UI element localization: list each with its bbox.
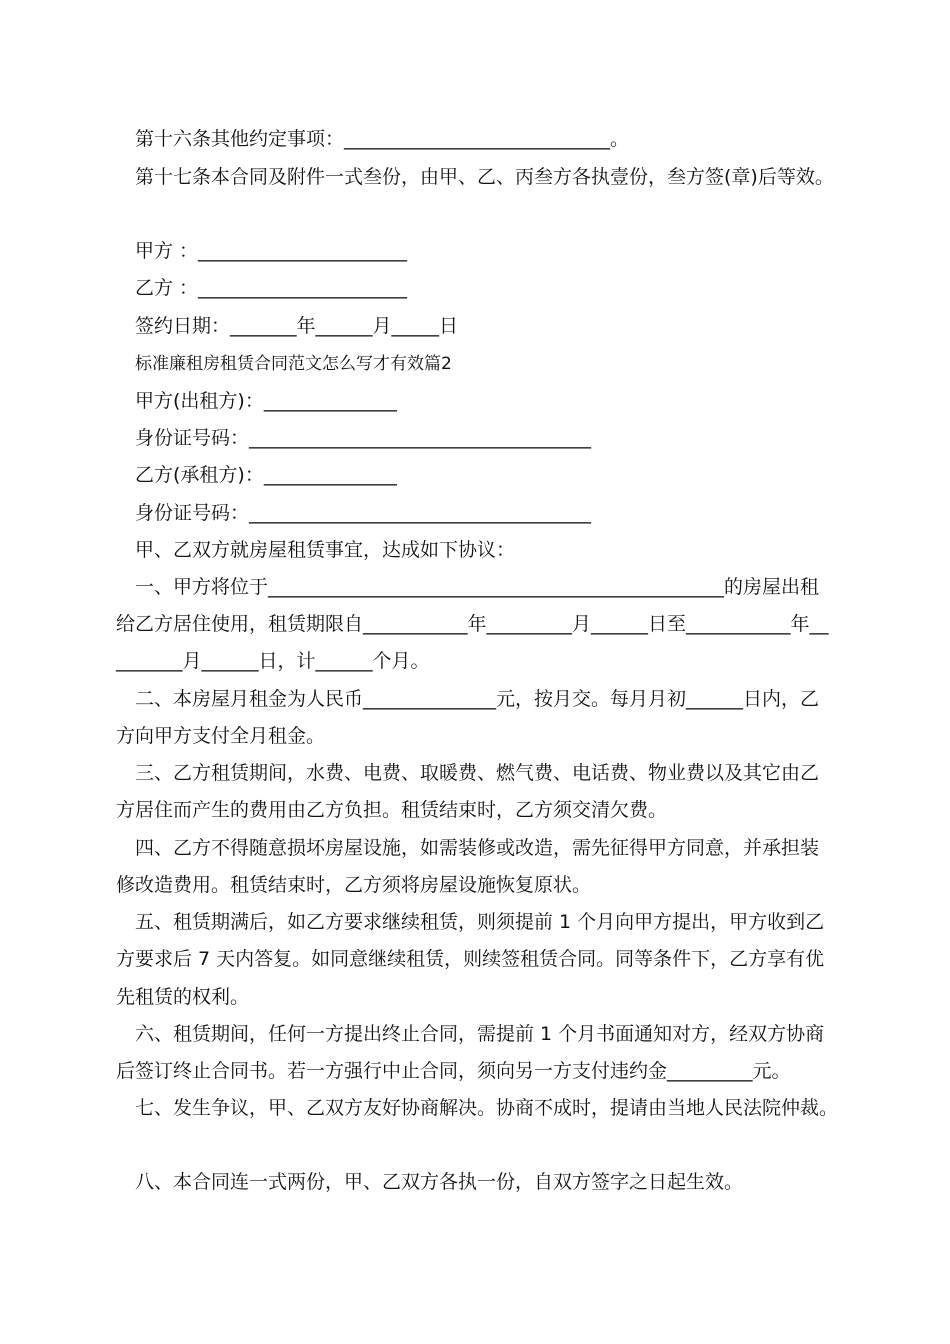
article-6-line-1: 六、租赁期间，任何一方提出终止合同，需提前 1 个月书面通知对方，经双方协商 — [135, 1023, 825, 1045]
party-b-signature: 乙方 ：______________________ — [135, 277, 408, 299]
clause-17: 第十七条本合同及附件一式叁份，由甲、乙、丙叁方各执壹份，叁方签(章)后等效。 — [135, 166, 834, 188]
signing-date: 签约日期：_______年______月_____日 — [135, 315, 459, 337]
article-8: 八、本合同连一式两份，甲、乙双方各执一份，自双方签字之日起生效。 — [135, 1171, 744, 1193]
party-b-id: 身份证号码：____________________________________ — [135, 502, 592, 524]
article-4-line-2: 修改造费用。租赁结束时，乙方须将房屋设施恢复原状。 — [116, 874, 592, 896]
article-6-line-2: 后签订终止合同书。若一方强行中止合同，须向另一方支付违约金_________元。 — [116, 1060, 791, 1082]
clause-16: 第十六条其他约定事项：____________________________。 — [135, 128, 630, 150]
article-3-line-1: 三、乙方租赁期间，水费、电费、取暖费、燃气费、电话费、物业费以及其它由乙 — [135, 762, 820, 784]
article-5-line-1: 五、租赁期满后，如乙方要求继续租赁，则须提前 1 个月向甲方提出，甲方收到乙 — [135, 911, 825, 933]
article-7: 七、发生争议，甲、乙双方友好协商解决。协商不成时，提请由当地人民法院仲裁。 — [135, 1097, 839, 1119]
article-2-line-1: 二、本房屋月租金为人民币______________元，按月交。每月月初______日内，乙 — [135, 688, 820, 710]
article-3-line-2: 方居住而产生的费用由乙方负担。租赁结束时，乙方须交清欠费。 — [116, 799, 668, 821]
article-1-line-3: _______月______日，计______个月。 — [116, 650, 430, 672]
article-5-line-3: 先租赁的权利。 — [116, 986, 250, 1008]
section-title: 标准廉租房租赁合同范文怎么写才有效篇2 — [135, 354, 452, 374]
party-a-signature: 甲方 ：______________________ — [135, 240, 408, 262]
article-4-line-1: 四、乙方不得随意损坏房屋设施，如需装修或改造，需先征得甲方同意，并承担装 — [135, 837, 820, 859]
party-a-lessor: 甲方(出租方)：______________ — [135, 390, 397, 412]
party-b-lessee: 乙方(承租方)：______________ — [135, 464, 397, 486]
article-1-line-2: 给乙方居住使用，租赁期限自___________年_________月______日至___________年__ — [116, 613, 829, 635]
article-5-line-2: 方要求后 7 天内答复。如同意继续租赁，则续签租赁合同。同等条件下，乙方享有优 — [116, 948, 825, 970]
article-1-line-1: 一、甲方将位于________________________________________________的房屋出租 — [135, 576, 820, 598]
article-2-line-2: 方向甲方支付全月租金。 — [116, 725, 326, 747]
party-a-id: 身份证号码：____________________________________ — [135, 427, 592, 449]
agreement-intro: 甲、乙双方就房屋租赁事宜，达成如下协议： — [135, 539, 516, 561]
